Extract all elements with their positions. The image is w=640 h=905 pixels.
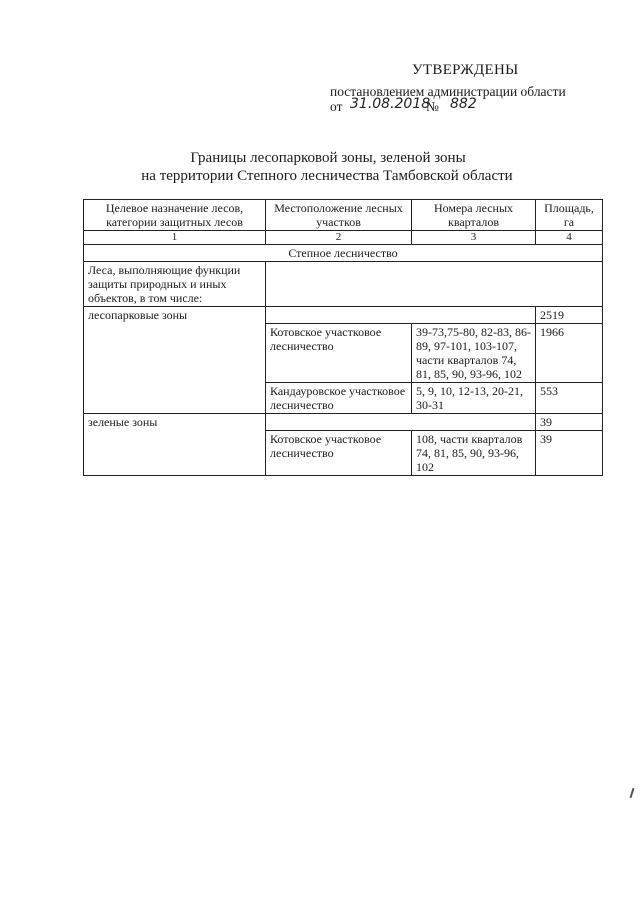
area-cell: 1966 <box>536 324 603 383</box>
group-row <box>84 262 603 307</box>
quarters-cell: 108, части кварталов 74, 81, 85, 90, 93-96, 102 <box>412 431 536 476</box>
area-total-cell: 39 <box>536 414 603 431</box>
location-cell: Котовское участковое лесничество <box>266 324 412 383</box>
table-row <box>84 307 603 324</box>
group-empty-cell <box>266 262 603 307</box>
approval-date-line <box>330 96 477 115</box>
column-number: 2 <box>266 231 412 245</box>
header-area: Площадь, га <box>536 200 603 231</box>
handwritten-number: 882 <box>450 96 477 112</box>
quarters-cell: 39-73,75-80, 82-83, 86-89, 97-101, 103-107, части кварталов 74, 81, 85, 90, 93-96, 102 <box>412 324 536 383</box>
approval-decree-line: постановлением администрации области <box>330 84 566 99</box>
category-cell: зеленые зоны <box>84 414 266 476</box>
from-label: от <box>330 99 343 114</box>
area-cell: 39 <box>536 431 603 476</box>
table-header-row <box>84 200 603 231</box>
approval-heading: УТВЕРЖДЕНЫ <box>412 62 519 78</box>
category-cell: лесопарковые зоны <box>84 307 266 414</box>
column-number: 3 <box>412 231 536 245</box>
column-number: 1 <box>84 231 266 245</box>
document-title-line-1: Границы лесопарковой зоны, зеленой зоны <box>190 150 466 166</box>
column-number: 4 <box>536 231 603 245</box>
number-label: № <box>426 99 439 114</box>
forest-boundaries-table <box>83 199 603 476</box>
quarters-cell: 5, 9, 10, 12-13, 20-21, 30-31 <box>412 383 536 414</box>
section-row <box>84 245 603 262</box>
group-label: Леса, выполняющие функции защиты природных и иных объектов, в том числе: <box>84 262 266 307</box>
location-cell: Котовское участковое лесничество <box>266 431 412 476</box>
header-quarters: Номера лесных кварталов <box>412 200 536 231</box>
document-title-line-2: на территории Степного лесничества Тамбовской области <box>141 168 513 184</box>
area-total-cell: 2519 <box>536 307 603 324</box>
empty-cell <box>266 414 536 431</box>
table-row <box>84 414 603 431</box>
empty-cell <box>266 307 536 324</box>
header-purpose: Целевое назначение лесов, категории защитных лесов <box>84 200 266 231</box>
scan-mark <box>630 788 635 798</box>
handwritten-date: 31.08.2018 <box>350 96 431 112</box>
header-location: Местоположение лесных участков <box>266 200 412 231</box>
location-cell: Кандауровское участковое лесничество <box>266 383 412 414</box>
area-cell: 553 <box>536 383 603 414</box>
section-title: Степное лесничество <box>84 245 603 262</box>
column-number-row <box>84 231 603 245</box>
